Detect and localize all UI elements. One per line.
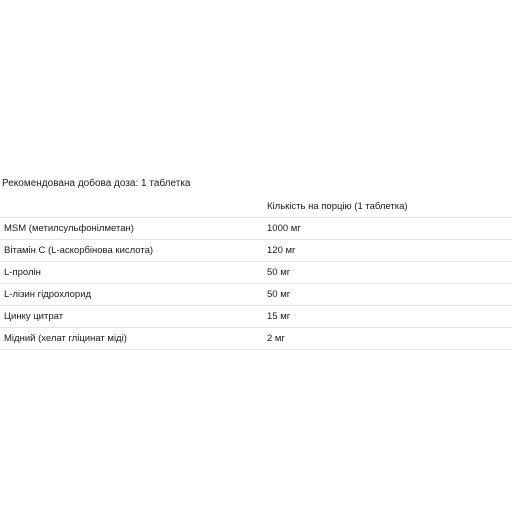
table-row <box>0 218 512 240</box>
ingredient-name: Вітамін С (L-аскорбінова кислота) <box>4 245 154 256</box>
ingredient-amount: 1000 мг <box>267 223 301 234</box>
table-header-row <box>0 196 512 218</box>
ingredient-amount: 2 мг <box>267 333 285 344</box>
table-row <box>0 284 512 306</box>
recommended-dose-heading: Рекомендована добова доза: 1 таблетка <box>2 178 191 189</box>
ingredient-name: MSM (метилсульфонілметан) <box>4 223 134 234</box>
ingredient-name: Мідний (хелат гліцинат міді) <box>4 333 127 344</box>
nutrition-table <box>0 196 512 350</box>
ingredient-name: L-пролін <box>4 267 41 278</box>
ingredient-amount: 120 мг <box>267 245 296 256</box>
table-row <box>0 240 512 262</box>
ingredient-name: Цинку цитрат <box>4 311 64 322</box>
ingredient-amount: 15 мг <box>267 311 291 322</box>
table-row <box>0 262 512 284</box>
ingredient-amount: 50 мг <box>267 267 291 278</box>
header-amount-cell: Кількість на порцію (1 таблетка) <box>267 201 408 212</box>
ingredient-name: L-лізин гідрохлорид <box>4 289 92 300</box>
ingredient-amount: 50 мг <box>267 289 291 300</box>
table-row <box>0 306 512 328</box>
table-row <box>0 328 512 350</box>
